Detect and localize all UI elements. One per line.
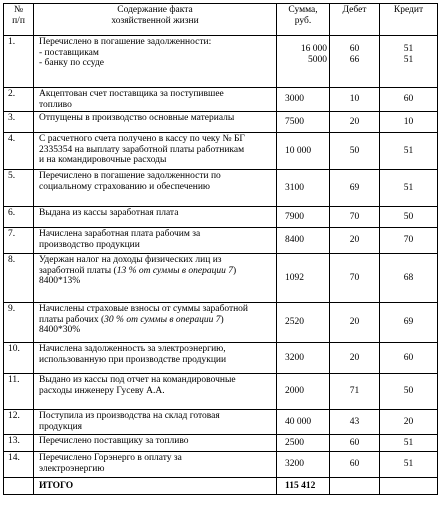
row-description: Акцептован счет поставщика за поступившее топливо <box>34 88 277 112</box>
row-debit: 71 <box>330 374 380 410</box>
row-credit: 69 <box>380 303 438 343</box>
table-row <box>4 112 438 133</box>
row-number: 14. <box>4 452 34 478</box>
row-debit: 60 <box>330 452 380 478</box>
row-description: Перечислено Горэнерго в оплату за электроэнергию <box>34 452 277 478</box>
row-debit: 20 <box>330 343 380 374</box>
row-debit: 70 <box>330 254 380 303</box>
row-number: 2. <box>4 88 34 112</box>
row-number: 8. <box>4 254 34 303</box>
row-credit: 50 <box>380 207 438 228</box>
row-sum: 2000 <box>277 374 330 410</box>
total-sum: 115 412 <box>277 478 330 495</box>
total-row <box>4 478 438 495</box>
total-number-cell <box>4 478 34 495</box>
row-description: Выдана из кассы заработная плата <box>34 207 277 228</box>
row-debit: 20 <box>330 112 380 133</box>
row-credit: 51 <box>380 133 438 170</box>
row-credit: 51 <box>380 452 438 478</box>
row-description: Удержан налог на доходы физических лиц из заработной платы (13 % от суммы в операции 7) 8400*13% <box>34 254 277 303</box>
row-number: 10. <box>4 343 34 374</box>
row-sum: 40 000 <box>277 410 330 435</box>
header-debit: Дебет <box>330 4 380 36</box>
total-label: ИТОГО <box>34 478 277 495</box>
row-sum: 2520 <box>277 303 330 343</box>
table-row <box>4 435 438 452</box>
table-header-row <box>4 4 438 36</box>
row-number: 13. <box>4 435 34 452</box>
table-row <box>4 207 438 228</box>
table-row <box>4 303 438 343</box>
row-credit: 70 <box>380 228 438 254</box>
table-row <box>4 410 438 435</box>
row-debit: 20 <box>330 228 380 254</box>
row-number: 9. <box>4 303 34 343</box>
row-number: 3. <box>4 112 34 133</box>
row-sum: 2500 <box>277 435 330 452</box>
row-sum: 3200 <box>277 343 330 374</box>
row-sum: 10 000 <box>277 133 330 170</box>
row-description: Начислена задолженность за электроэнергию, использованную при производстве продукции <box>34 343 277 374</box>
row-number: 7. <box>4 228 34 254</box>
row-number: 1. <box>4 36 34 88</box>
header-credit: Кредит <box>380 4 438 36</box>
row-debit: 20 <box>330 303 380 343</box>
row-number: 4. <box>4 133 34 170</box>
row-debit: 70 <box>330 207 380 228</box>
operations-table <box>3 3 438 495</box>
row-description: Перечислено в погашение задолженности: - поставщикам - банку по ссуде <box>34 36 277 88</box>
row-number: 6. <box>4 207 34 228</box>
row-debit: 60 <box>330 435 380 452</box>
row-number: 11. <box>4 374 34 410</box>
row-description: Перечислено в погашение задолженности по социальному страхованию и обеспечению <box>34 170 277 207</box>
table-row <box>4 133 438 170</box>
row-credit: 60 <box>380 343 438 374</box>
row-description: Поступила из производства на склад готовая продукция <box>34 410 277 435</box>
total-debit-cell <box>330 478 380 495</box>
row-description: С расчетного счета получено в кассу по чеку № БГ 2335354 на выплату заработной платы работникам и на командировочные расходы <box>34 133 277 170</box>
row-credit: 20 <box>380 410 438 435</box>
table-row <box>4 254 438 303</box>
row-debit: 43 <box>330 410 380 435</box>
row-number: 12. <box>4 410 34 435</box>
row-credit: 68 <box>380 254 438 303</box>
row-sum: 8400 <box>277 228 330 254</box>
row-credit: 50 <box>380 374 438 410</box>
row-description: Отпущены в производство основные материалы <box>34 112 277 133</box>
row-description: Начислена заработная плата рабочим за производство продукции <box>34 228 277 254</box>
table-row <box>4 228 438 254</box>
row-sum: 3200 <box>277 452 330 478</box>
row-credit: 51 <box>380 170 438 207</box>
row-credit: 51 <box>380 435 438 452</box>
row-sum: 16 000 5000 <box>277 36 330 88</box>
row-description: Перечислено поставщику за топливо <box>34 435 277 452</box>
row-credit: 10 <box>380 112 438 133</box>
table-row <box>4 374 438 410</box>
row-credit: 60 <box>380 88 438 112</box>
table-row <box>4 88 438 112</box>
row-debit: 50 <box>330 133 380 170</box>
row-sum: 7900 <box>277 207 330 228</box>
row-debit: 60 66 <box>330 36 380 88</box>
row-description: Выдано из кассы под отчет на командировочные расходы инженеру Гусеву А.А. <box>34 374 277 410</box>
table-row <box>4 170 438 207</box>
row-debit: 10 <box>330 88 380 112</box>
row-debit: 69 <box>330 170 380 207</box>
header-sum: Сумма, руб. <box>277 4 330 36</box>
table-row <box>4 452 438 478</box>
row-sum: 1092 <box>277 254 330 303</box>
row-sum: 3000 <box>277 88 330 112</box>
header-number: № п/п <box>4 4 34 36</box>
row-description: Начислены страховые взносы от суммы заработной платы рабочих (30 % от суммы в операции 7) 8400*30% <box>34 303 277 343</box>
row-sum: 3100 <box>277 170 330 207</box>
row-sum: 7500 <box>277 112 330 133</box>
table-row <box>4 36 438 88</box>
row-credit: 51 51 <box>380 36 438 88</box>
row-number: 5. <box>4 170 34 207</box>
table-row <box>4 343 438 374</box>
total-credit-cell <box>380 478 438 495</box>
header-description: Содержание факта хозяйственной жизни <box>34 4 277 36</box>
